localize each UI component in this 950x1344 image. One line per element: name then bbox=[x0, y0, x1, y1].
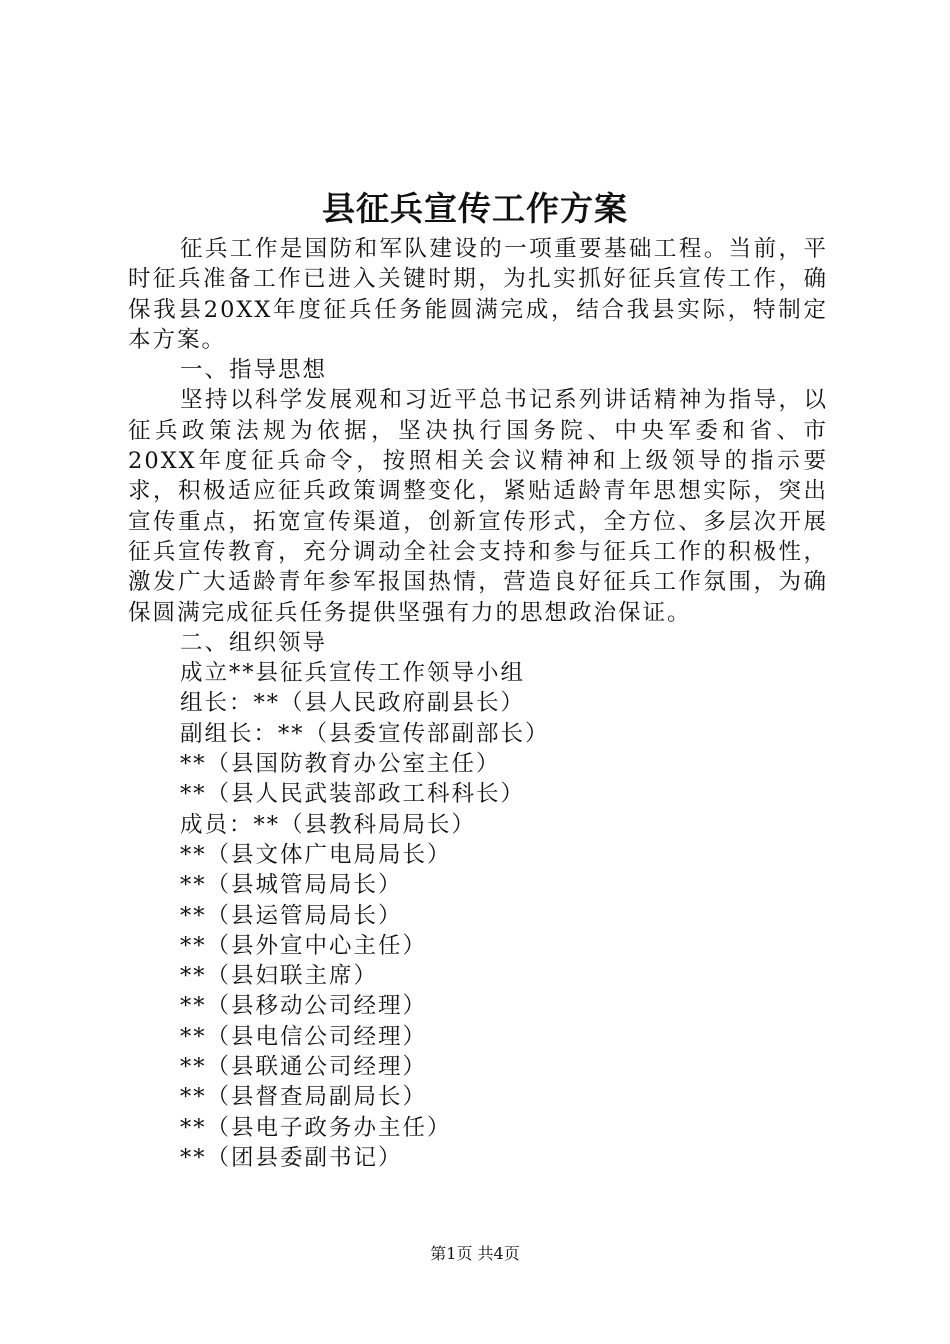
organization-line: **（县外宣中心主任） bbox=[180, 932, 428, 959]
organization-line: **（团县委副书记） bbox=[180, 1144, 403, 1171]
section-heading-organization: 二、组织领导 bbox=[180, 629, 328, 656]
organization-line: **（县电信公司经理） bbox=[180, 1023, 428, 1050]
organization-line: **（县运管局局长） bbox=[180, 902, 403, 929]
organization-line: **（县联通公司经理） bbox=[180, 1054, 428, 1081]
organization-line: **（县人民武装部政工科科长） bbox=[180, 781, 526, 808]
organization-line: **（县国防教育办公室主任） bbox=[180, 751, 501, 778]
organization-line: 成立**县征兵宣传工作领导小组 bbox=[180, 660, 526, 687]
organization-line: 副组长：**（县委宣传部副部长） bbox=[180, 720, 550, 747]
organization-line: **（县电子政务办主任） bbox=[180, 1114, 452, 1141]
organization-line: **（县移动公司经理） bbox=[180, 993, 428, 1020]
organization-line: **（县督查局副局长） bbox=[180, 1084, 428, 1111]
intro-paragraph: 征兵工作是国防和军队建设的一项重要基础工程。当前，平时征兵准备工作已进入关键时期，为扎实抓好征兵宣传工作，确保我县20XX年度征兵任务能圆满完成，结合我县实际，特制定本方案。 bbox=[128, 236, 828, 353]
organization-line: **（县妇联主席） bbox=[180, 963, 379, 990]
organization-line: 成员：**（县教科局局长） bbox=[180, 811, 477, 838]
organization-line: **（县文体广电局局长） bbox=[180, 841, 452, 868]
guiding-ideology-paragraph: 坚持以科学发展观和习近平总书记系列讲话精神为指导，以征兵政策法规为依据，坚决执行国务院、中央军委和省、市20XX年度征兵命令，按照相关会议精神和上级领导的指示要求，积极适应征兵政策调整变化，紧贴适龄青年思想实际，突出宣传重点，拓宽宣传渠道，创新宣传形式，全方位、多层次开展征兵宣传教育，充分调动全社会支持和参与征兵工作的积极性，激发广大适龄青年参军报国热情，营造良好征兵工作氛围，为确保圆满完成征兵任务提供坚强有力的思想政治保证。 bbox=[128, 387, 828, 626]
document-title: 县征兵宣传工作方案 bbox=[322, 189, 628, 228]
organization-line: **（县城管局局长） bbox=[180, 872, 403, 899]
section-heading-guiding-ideology: 一、指导思想 bbox=[180, 357, 328, 384]
document-body bbox=[128, 234, 828, 1173]
organization-line: 组长：**（县人民政府副县长） bbox=[180, 690, 526, 717]
page-number-footer: 第1页 共4页 bbox=[430, 1244, 520, 1263]
